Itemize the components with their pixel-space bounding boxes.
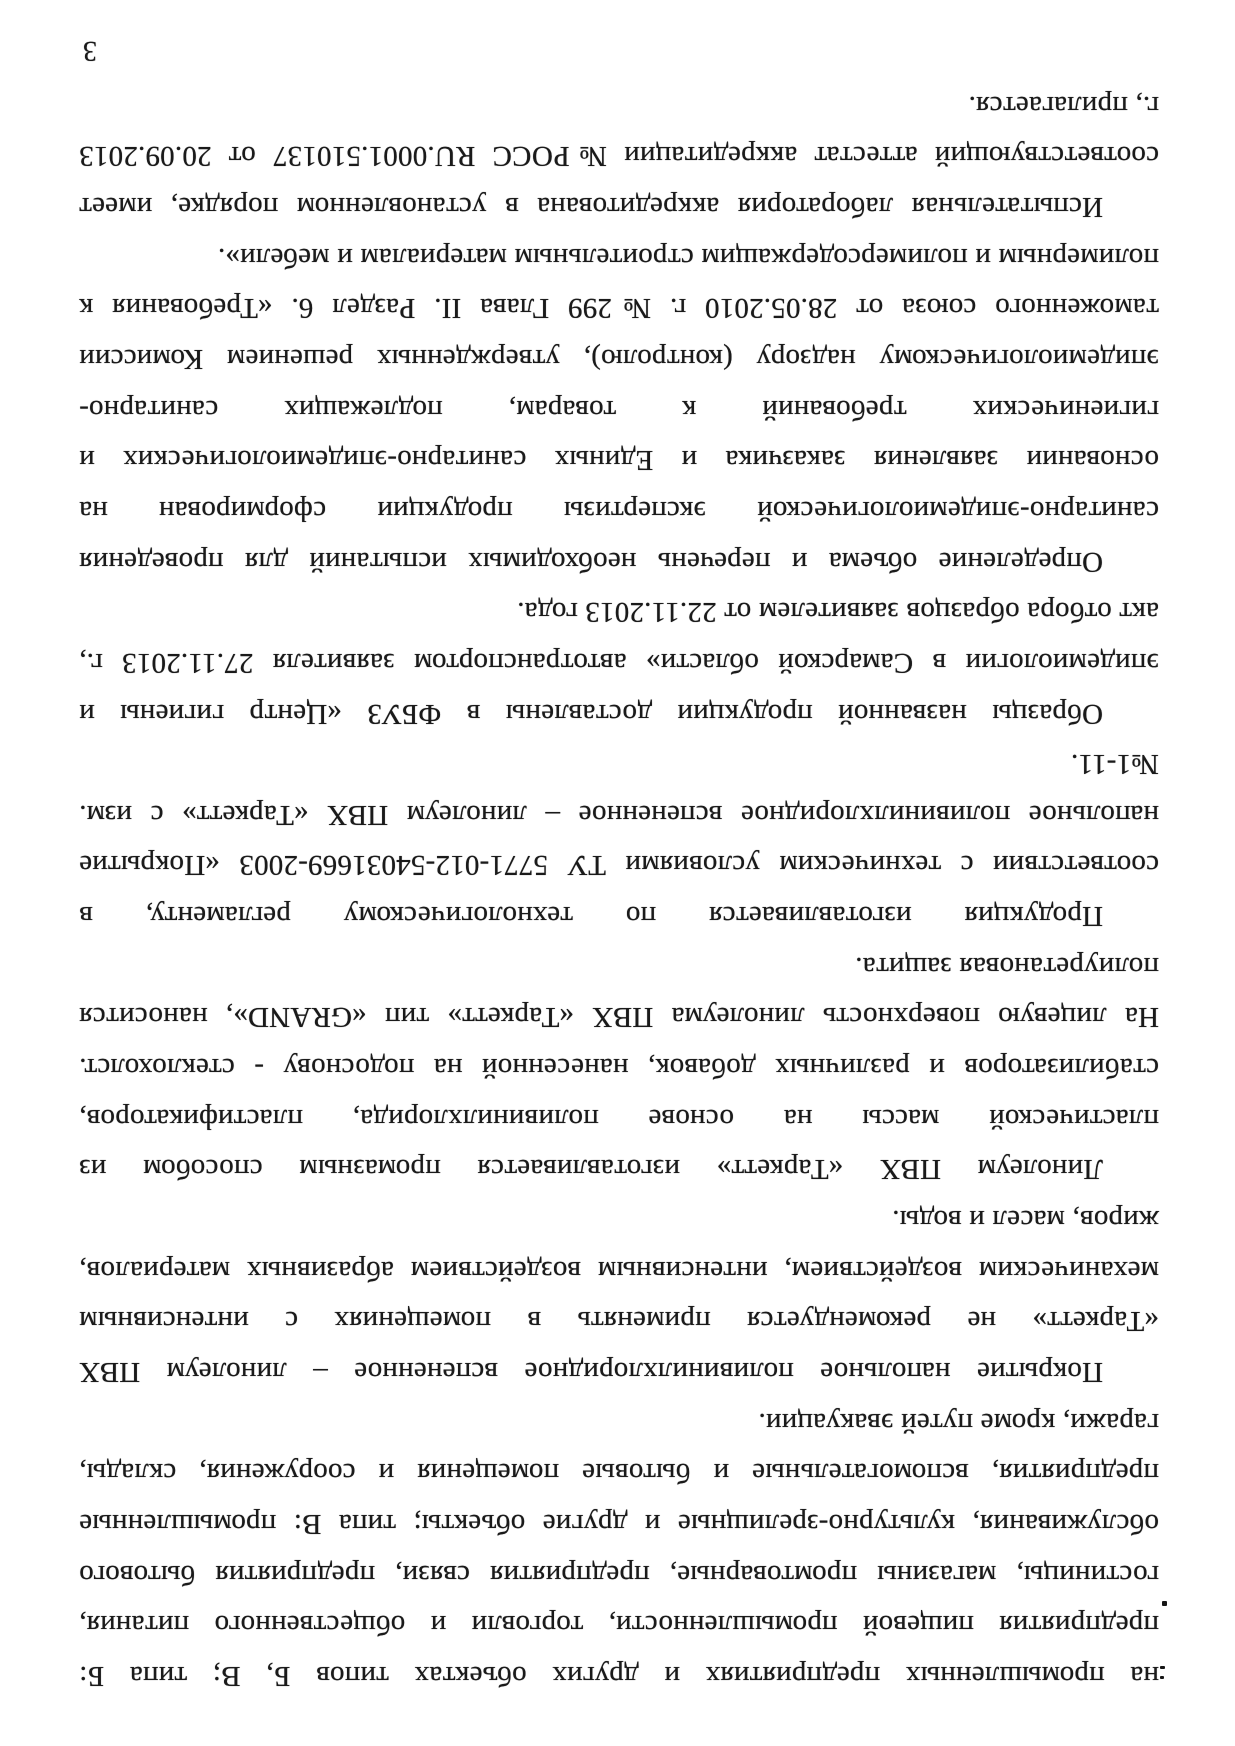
text-line: г., прилагается. bbox=[968, 89, 1159, 122]
text-line: соответствии с техническим условиями ТУ 5771-012-54031669-2003 «Покрытие bbox=[79, 849, 1159, 882]
text-line: акт отбора образцов заявителем от 22.11.2013 года. bbox=[516, 596, 1159, 629]
text-line: обслуживания, культурно-зрелищные и другие объекты; типа В: промышленные bbox=[79, 1508, 1159, 1541]
text-line: Определение объема и перечень необходимых испытаний для проведения bbox=[79, 545, 1103, 578]
text-line: пластической массы на основе поливинилхлорида, пластификаторов, bbox=[79, 1102, 1159, 1135]
text-line: Покрытие напольное поливинилхлоридное вспененное – линолеум ПВХ bbox=[79, 1356, 1103, 1389]
text-line: напольное поливинилхлоридное вспененное – линолеум ПВХ «Таркетт» с изм. bbox=[79, 798, 1159, 831]
text-line: полимерным и полимерсодержащим строительным материалам и мебели». bbox=[217, 241, 1159, 274]
text-line: гаражи, кроме путей эвакуации. bbox=[758, 1406, 1159, 1439]
document-text-block bbox=[79, 80, 1159, 1701]
text-line: гигиенических требований к товарам, подлежащих санитарно- bbox=[79, 393, 1159, 426]
text-line: жиров, масел и воды. bbox=[891, 1204, 1159, 1237]
text-line: на промышленных предприятиях и других объектах типов Б, В; типа Б: bbox=[79, 1660, 1159, 1692]
text-line: Продукция изготавливается по технологическому регламенту, в bbox=[79, 900, 1103, 933]
text-line: санитарно-эпидемиологической экспертизы продукции сформирован на bbox=[79, 494, 1159, 527]
text-line: Испытательная лаборатория аккредитована в установленном порядке, имеет bbox=[79, 190, 1103, 223]
text-line: №1-11. bbox=[1070, 748, 1159, 781]
text-line: соответствующий аттестат аккредитации №РОСС RU.0001.510137 от 20.09.2013 bbox=[79, 140, 1159, 173]
text-line: полиуретановая защита. bbox=[855, 950, 1159, 983]
text-line: «Таркетт» не рекомендуется применять в помещениях с интенсивным bbox=[79, 1305, 1159, 1338]
text-line: гостиницы, магазины промтоварные, предприятия связи, предприятия бытового bbox=[79, 1558, 1159, 1591]
text-line: эпидемиологии в Самарской области» автотранспортом заявителя 27.11.2013 г., bbox=[79, 646, 1159, 679]
text-line: Линолеум ПВХ «Таркетт» изготавливается промазным способом из bbox=[79, 1153, 1103, 1186]
text-line: таможенного союза от 28.05.2010 г. №299 Глава II. Раздел 6. «Требования к bbox=[79, 292, 1159, 325]
page-number: 3 bbox=[83, 35, 97, 66]
text-line: стабилизаторов и различных добавок, нанесенной на подоснову - стеклохолст. bbox=[79, 1052, 1159, 1085]
text-line: механическим воздействием, интенсивным воздействием абразивных материалов, bbox=[79, 1254, 1159, 1287]
text-line: Образцы названной продукции доставлены в ФБУЗ «Центр гигиены и bbox=[79, 697, 1103, 730]
text-line: эпидемиологическому надзору (контролю), утвержденных решением Комиссии bbox=[79, 342, 1159, 375]
text-line: предприятия, вспомогательные и бытовые помещения и сооружения, склады, bbox=[79, 1457, 1159, 1490]
scan-speck-icon bbox=[1162, 1601, 1167, 1606]
text-line: На лицевую поверхность линолеума ПВХ «Таркетт» тип «GRAND», наносится bbox=[79, 1001, 1159, 1034]
text-line: основании заявления заказчика и Единых санитарно-эпидемиологических и bbox=[79, 444, 1159, 477]
scan-speck-icon bbox=[1160, 1676, 1164, 1679]
scan-speck-icon bbox=[1160, 1666, 1165, 1669]
text-line: предприятия пищевой промышленности, торговли и общественного питания, bbox=[79, 1609, 1159, 1642]
